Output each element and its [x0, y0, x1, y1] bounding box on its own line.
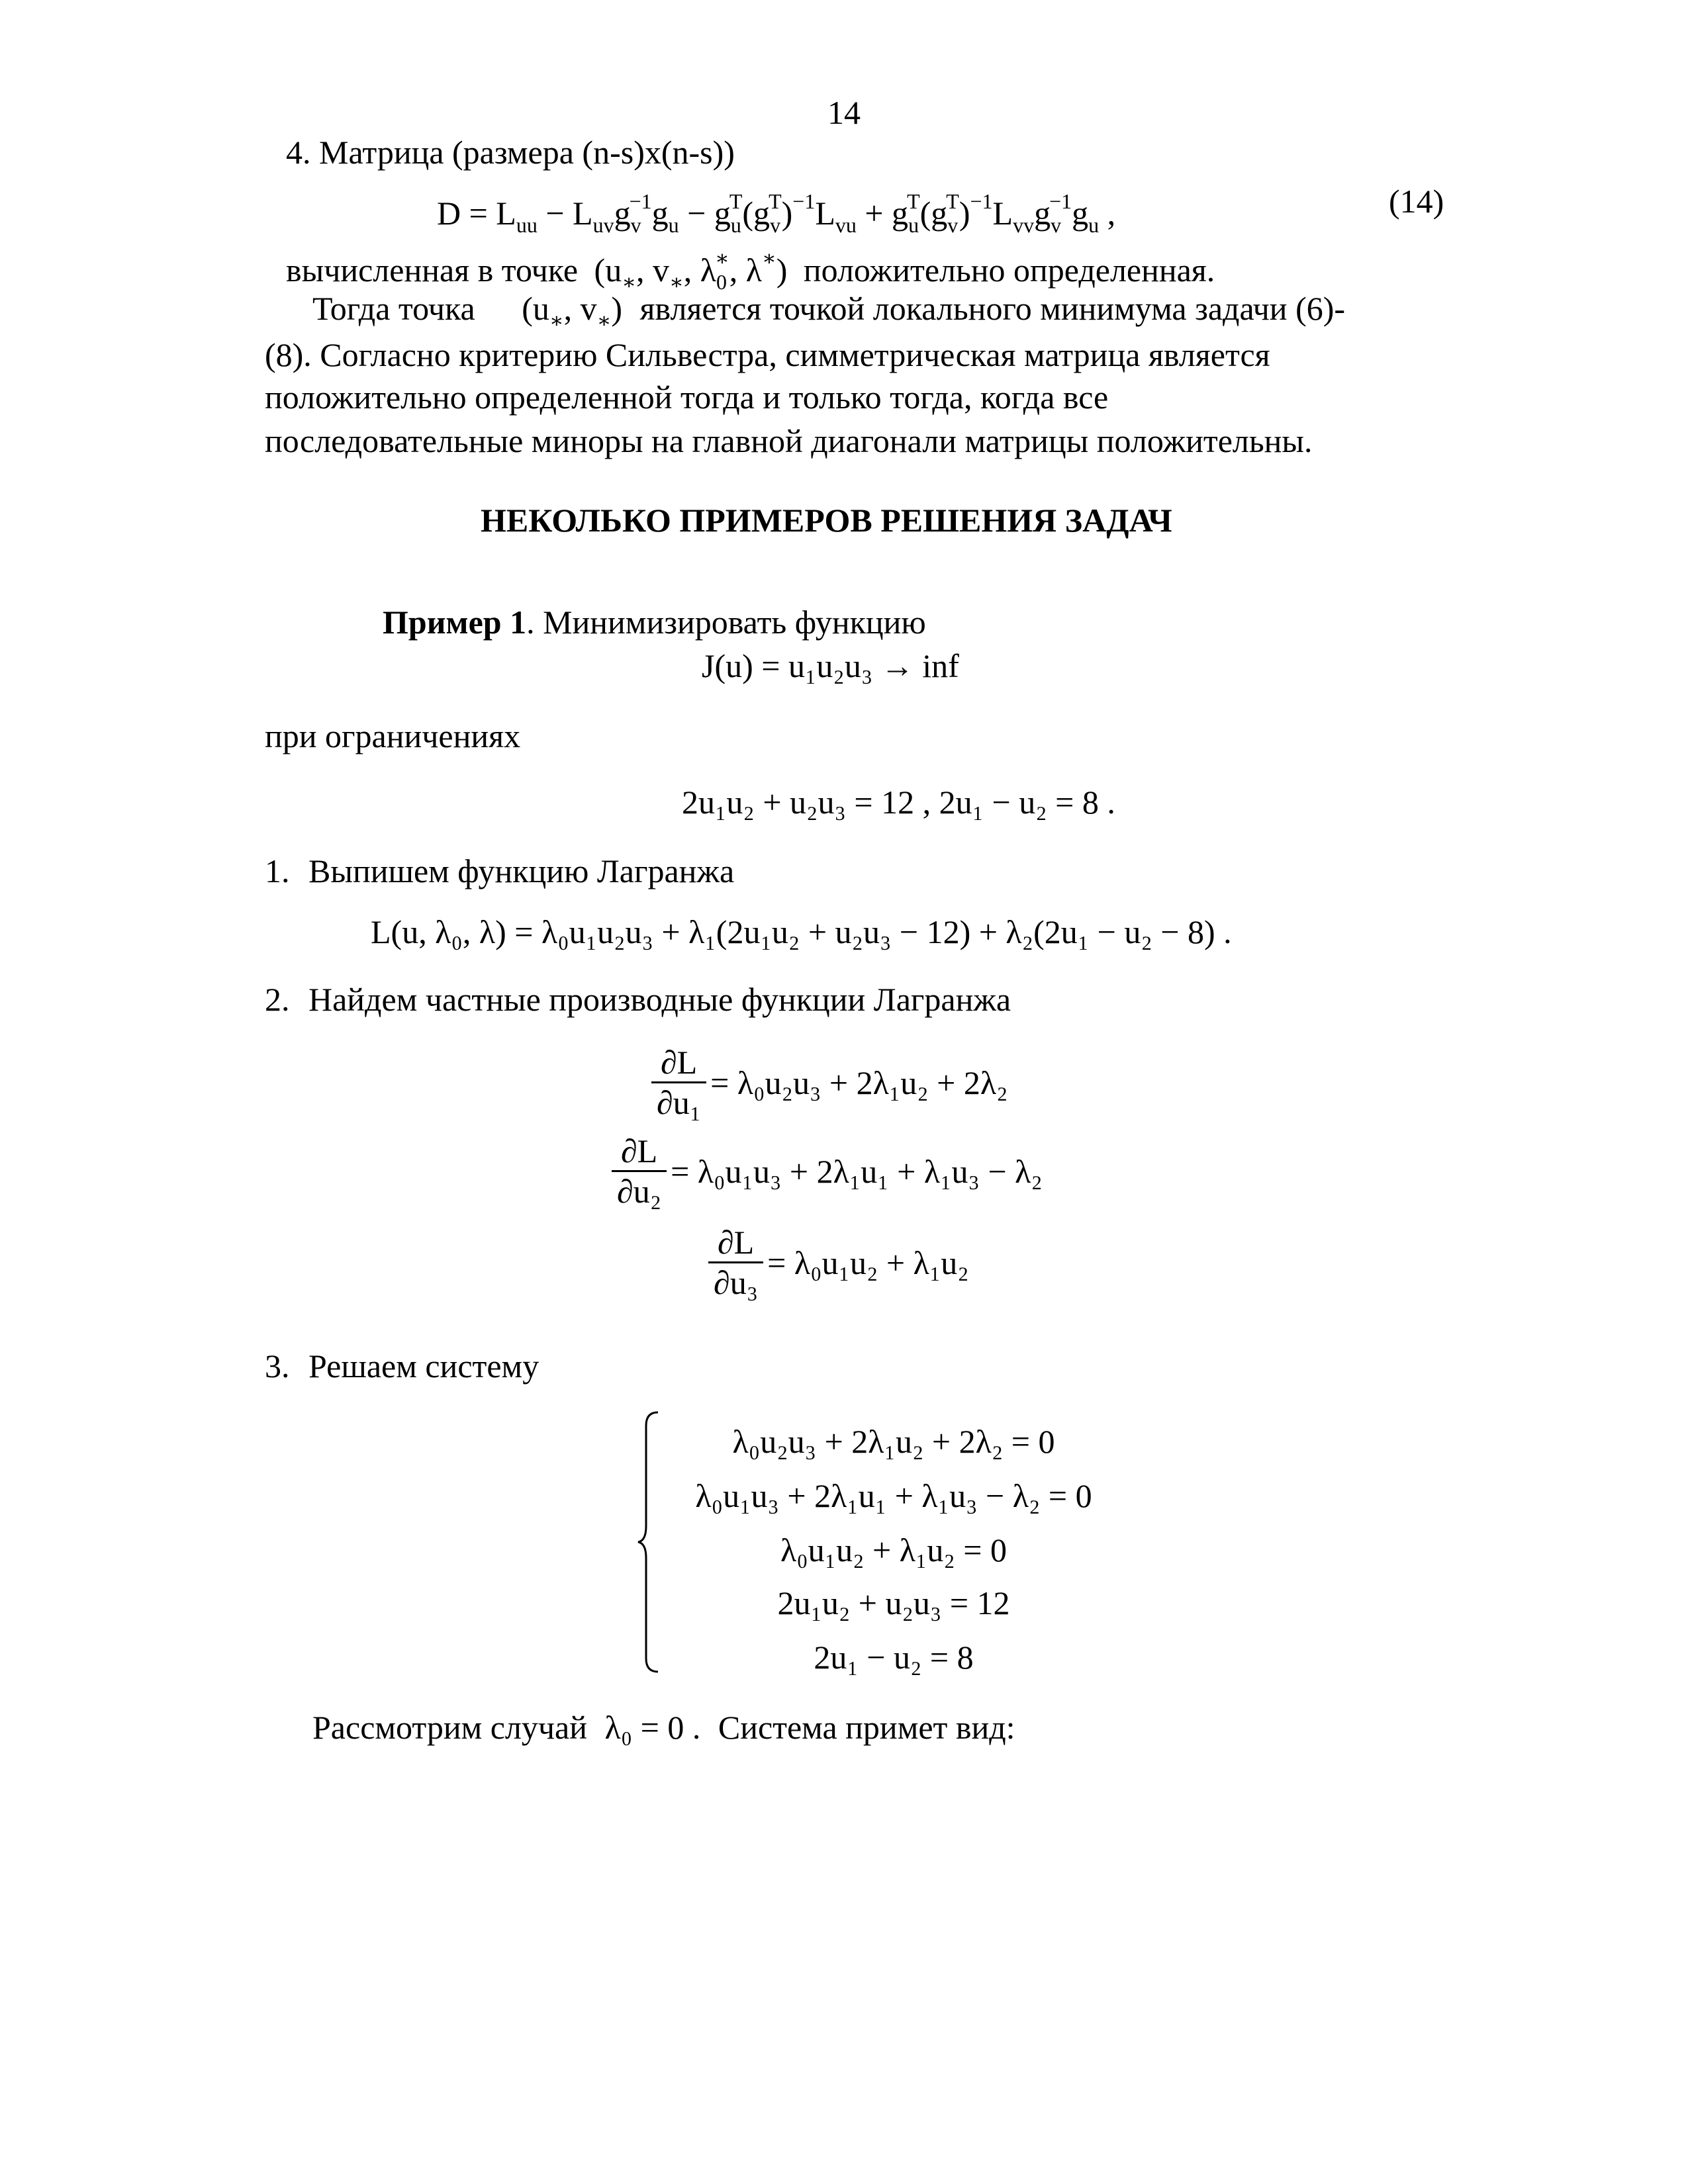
- item4-after-suffix: положительно определенная.: [803, 251, 1215, 289]
- step-3-text: Решаем систему: [308, 1347, 539, 1385]
- derivative-u3-rhs: = λ₀u₁u₂ + λ₁u₂: [767, 1244, 969, 1281]
- system-equation-2: λ₀u₁u₃ + 2λ₁u₁ + λ₁u₃ − λ₂ = 0: [695, 1477, 1092, 1514]
- derivative-u1-numerator: ∂L: [651, 1043, 706, 1083]
- derivative-u3-fraction: [708, 1223, 763, 1302]
- derivative-u3: [708, 1223, 969, 1302]
- step-1-text: Выпишем функцию Лагранжа: [308, 852, 735, 889]
- optimal-point: ($u_∗$, $v_∗$): [522, 290, 623, 332]
- paragraph-line-1: [312, 289, 1345, 340]
- derivative-u2: [612, 1132, 1043, 1210]
- system-brace: [635, 1410, 662, 1674]
- paragraph-line-2: (8). Согласно критерию Сильвестра, симметрическая матрица является: [265, 336, 1270, 373]
- example1-intro: [383, 602, 926, 642]
- paragraph-line-3: положительно определенной тогда и только тогда, когда все: [265, 379, 1109, 416]
- objective-function: J(u) = u₁u₂u₃ → inf: [702, 647, 959, 684]
- step-3: [265, 1346, 539, 1386]
- derivative-u3-numerator: ∂L: [708, 1223, 763, 1263]
- derivative-u2-numerator: ∂L: [612, 1132, 667, 1172]
- constraints-label: при ограничениях: [265, 717, 521, 754]
- derivative-u2-rhs: = λ₀u₁u₃ + 2λ₁u₁ + λ₁u₃ − λ₂: [671, 1152, 1043, 1190]
- closing-line: [312, 1707, 1015, 1747]
- closing-prefix: Рассмотрим случай: [312, 1709, 587, 1746]
- step-2: [265, 979, 1011, 1019]
- example1-text: . Минимизировать функцию: [526, 604, 926, 641]
- paragraph-lead: Тогда точка: [312, 290, 475, 327]
- system-equation-5: 2u₁ − u₂ = 8: [814, 1639, 974, 1676]
- item4-heading: 4. Матрица (размера (n-s)x(n-s)): [286, 134, 735, 171]
- derivative-u2-fraction: [612, 1132, 667, 1210]
- formula-14-lhs: D: [437, 195, 461, 232]
- system-equation-3: λ₀u₁u₂ + λ₁u₂ = 0: [780, 1531, 1008, 1569]
- closing-condition: λ₀ = 0 .: [604, 1709, 701, 1746]
- step-1-number: 1.: [265, 852, 290, 889]
- derivative-u2-denominator: ∂u₂: [617, 1173, 662, 1210]
- step-2-number: 2.: [265, 981, 290, 1018]
- derivative-u1-fraction: [651, 1043, 706, 1122]
- derivative-u1: [651, 1043, 1008, 1122]
- step-2-text: Найдем частные производные функции Лагранжа: [308, 981, 1011, 1018]
- derivative-u1-denominator: ∂u₁: [657, 1084, 702, 1121]
- left-brace-icon: [635, 1410, 662, 1674]
- lagrangian-formula: L(u, λ₀, λ) = λ₀u₁u₂u₃ + λ₁(2u₁u₂ + u₂u₃ − 12) + λ₂(2u₁ − u₂ − 8) .: [371, 913, 1232, 950]
- derivative-u1-rhs: = λ₀u₂u₃ + 2λ₁u₂ + 2λ₂: [710, 1064, 1008, 1101]
- paragraph-line-1-rest: является точкой локального минимума задачи (6)-: [639, 290, 1346, 327]
- section-title: НЕКОЛЬКО ПРИМЕРОВ РЕШЕНИЯ ЗАДАЧ: [481, 502, 1172, 539]
- formula-14: $D = L_{uu} - L_{uv}g_v^{-1}g_u - g_u^T(g_v^T)^{-1}L_{vu} + g_u^T(g_v^T)^{-1}L_{vv}g_v^{-1}g_u$ ,: [437, 189, 1116, 237]
- paragraph-line-4: последовательные миноры на главной диагонали матрицы положительны.: [265, 422, 1313, 459]
- step-3-number: 3.: [265, 1347, 290, 1385]
- equation-number: (14): [1389, 183, 1444, 220]
- page-number: 14: [827, 94, 861, 131]
- constraints-formula: 2u₁u₂ + u₂u₃ = 12 , 2u₁ − u₂ = 8 .: [682, 784, 1115, 821]
- evaluation-point: ($u_∗$, $v_∗$, $\lambda_0^∗$, λ∗): [594, 246, 788, 294]
- example1-label: Пример 1: [383, 604, 527, 641]
- step-1: [265, 851, 734, 891]
- closing-suffix: Система примет вид:: [718, 1709, 1015, 1746]
- system-equation-1: λ₀u₂u₃ + 2λ₁u₂ + 2λ₂ = 0: [732, 1423, 1055, 1460]
- item4-after-prefix: вычисленная в точке: [286, 251, 579, 289]
- system-equation-4: 2u₁u₂ + u₂u₃ = 12: [777, 1584, 1010, 1621]
- derivative-u3-denominator: ∂u₃: [714, 1264, 759, 1301]
